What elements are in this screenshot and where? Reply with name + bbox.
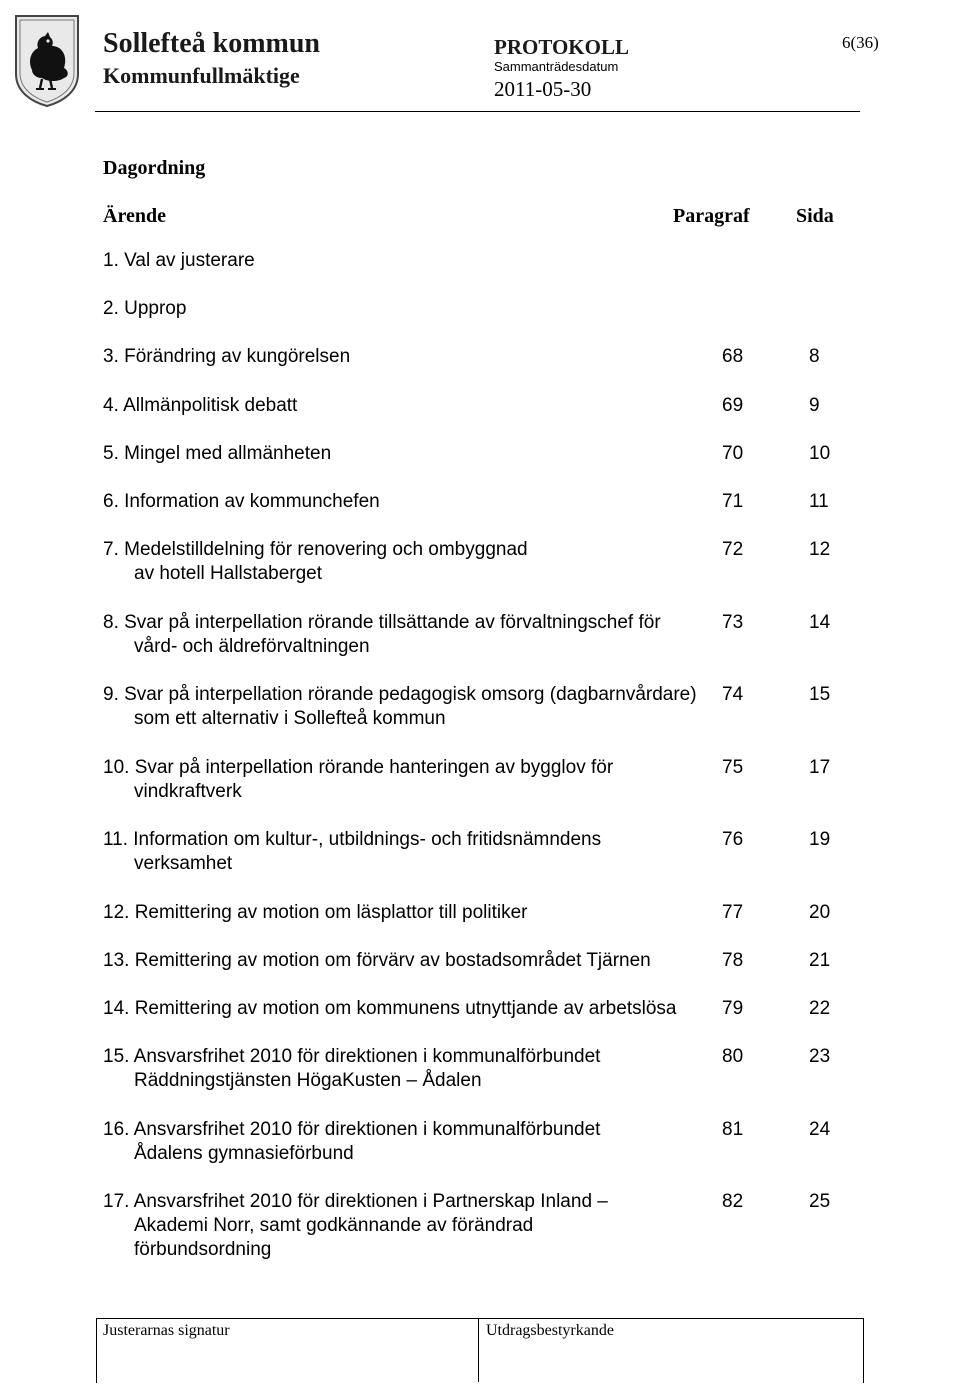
agenda-item-paragraph: 78 [722,950,744,971]
agenda-item-title: 16. Ansvarsfrihet 2010 för direktionen i kommunalförbundet [103,1119,601,1140]
agenda-item-page: 24 [809,1119,831,1140]
page-number: 6(36) [842,33,879,52]
agenda-item-paragraph: 72 [722,539,744,560]
agenda-item-title: 8. Svar på interpellation rörande tillsättande av förvaltningschef för [103,612,661,633]
agenda-item-page: 8 [809,346,820,367]
column-header-item: Ärende [103,205,166,227]
header-divider [95,111,860,112]
agenda-item-title: 13. Remittering av motion om förvärv av bostadsområdet Tjärnen [103,950,651,971]
agenda-item-page: 15 [809,684,831,705]
agenda-item-page: 19 [809,829,831,850]
agenda-item-page: 10 [809,443,831,464]
agenda-item-title-continued: vård- och äldreförvaltningen [134,636,370,657]
agenda-item-title: 12. Remittering av motion om läsplattor till politiker [103,902,528,923]
agenda-item-page: 9 [809,395,820,416]
agenda-item-title: 10. Svar på interpellation rörande hanteringen av bygglov för [103,757,614,778]
organization-board: Kommunfullmäktige [103,63,300,88]
coat-of-arms-icon [12,12,82,108]
agenda-item-paragraph: 77 [722,902,744,923]
agenda-item-title: 11. Information om kultur-, utbildnings- och fritidsnämndens [103,829,602,850]
agenda-item-page: 23 [809,1046,831,1067]
agenda-item-page: 25 [809,1191,831,1212]
agenda-item-title-continued: verksamhet [134,853,233,874]
agenda-item-page: 20 [809,902,831,923]
agenda-item-page: 12 [809,539,831,560]
agenda-item-title: 17. Ansvarsfrihet 2010 för direktionen i Partnerskap Inland – [103,1191,608,1212]
agenda-item-title-continued: Ådalens gymnasieförbund [134,1143,354,1164]
document-type: PROTOKOLL [494,35,629,59]
meeting-date-label: Sammanträdesdatum [494,59,619,74]
agenda-item-title: 6. Information av kommunchefen [103,491,380,512]
agenda-item-title: 4. Allmänpolitisk debatt [103,395,298,416]
agenda-item-title-continued: som ett alternativ i Sollefteå kommun [134,708,446,729]
agenda-item-title: 3. Förändring av kungörelsen [103,346,351,367]
certified-copy-label: Utdragsbestyrkande [486,1322,614,1339]
agenda-item-paragraph: 71 [722,491,744,512]
agenda-item-paragraph: 80 [722,1046,744,1067]
agenda-item-paragraph: 68 [722,346,744,367]
agenda-heading: Dagordning [103,157,206,179]
agenda-item-title-continued: Räddningstjänsten HögaKusten – Ådalen [134,1070,482,1091]
agenda-item-paragraph: 73 [722,612,744,633]
agenda-item-page: 21 [809,950,831,971]
agenda-item-paragraph: 70 [722,443,744,464]
agenda-item-title: 7. Medelstilldelning för renovering och ombyggnad [103,539,528,560]
agenda-item-title-continued: av hotell Hallstaberget [134,563,322,584]
agenda-item-title: 15. Ansvarsfrihet 2010 för direktionen i kommunalförbundet [103,1046,601,1067]
agenda-item-paragraph: 69 [722,395,744,416]
column-header-paragraph: Paragraf [673,205,750,227]
agenda-item-paragraph: 76 [722,829,744,850]
agenda-item-page: 11 [809,491,829,512]
agenda-item-page: 17 [809,757,831,778]
signature-box-divider [478,1318,479,1382]
agenda-item-paragraph: 82 [722,1191,744,1212]
agenda-item-paragraph: 79 [722,998,744,1019]
agenda-item-title: 14. Remittering av motion om kommunens utnyttjande av arbetslösa [103,998,677,1019]
agenda-item-title: 2. Upprop [103,298,187,319]
meeting-date: 2011-05-30 [494,77,592,101]
agenda-item-paragraph: 81 [722,1119,744,1140]
organization-name: Sollefteå kommun [103,28,320,59]
agenda-item-title: 9. Svar på interpellation rörande pedagogisk omsorg (dagbarnvårdare) [103,684,697,705]
agenda-item-title: 1. Val av justerare [103,250,255,271]
agenda-item-title-continued: Akademi Norr, samt godkännande av förändrad [134,1215,534,1236]
agenda-item-page: 14 [809,612,831,633]
agenda-item-paragraph: 75 [722,757,744,778]
agenda-item-page: 22 [809,998,831,1019]
agenda-item-paragraph: 74 [722,684,744,705]
column-header-page: Sida [796,205,834,227]
agenda-item-title-continued: vindkraftverk [134,781,242,802]
agenda-item-title-continued: förbundsordning [134,1239,272,1260]
signature-label: Justerarnas signatur [103,1322,230,1339]
agenda-item-title: 5. Mingel med allmänheten [103,443,332,464]
